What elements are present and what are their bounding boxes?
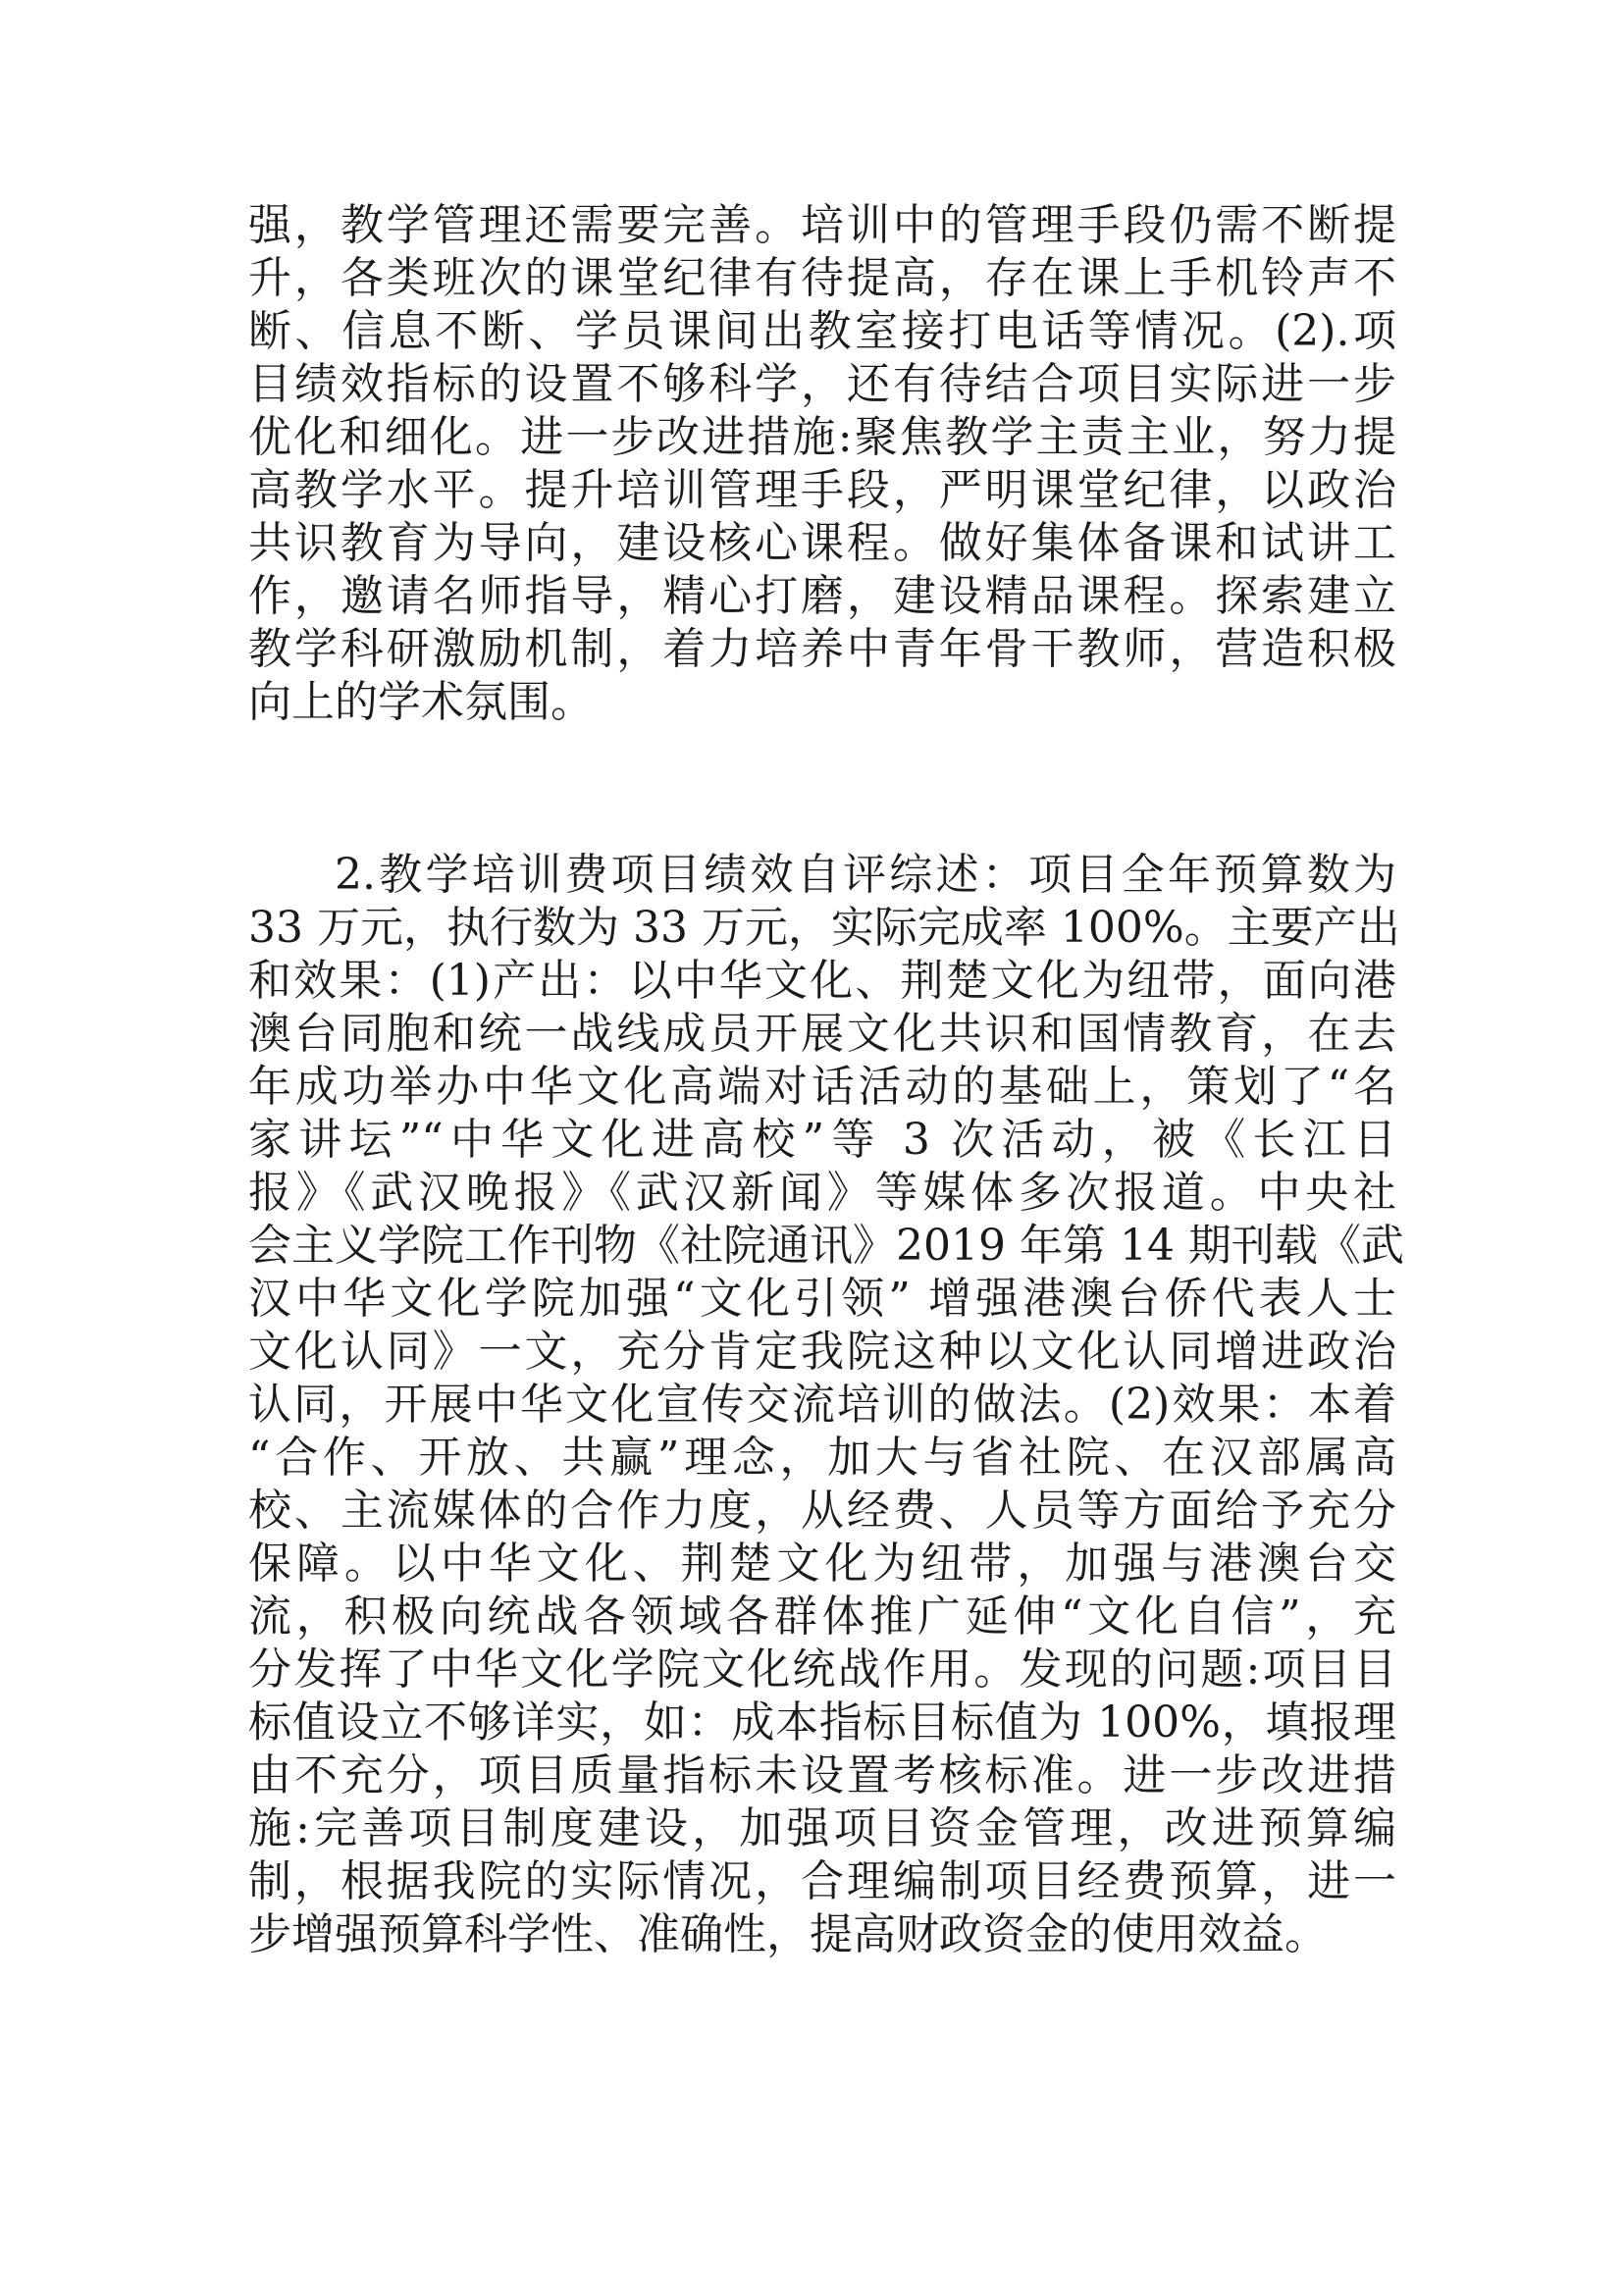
paragraph-line: 断、信息不断、学员课间出教室接打电话等情况。(2).项 bbox=[248, 306, 1396, 356]
paragraph-teaching-training-fee bbox=[248, 849, 1404, 1961]
paragraph-line: 会主义学院工作刊物《社院通讯》2019 年第 14 期刊载《武 bbox=[248, 1221, 1404, 1271]
paragraph-line: 优化和细化。进一步改进措施:聚焦教学主责主业，努力提 bbox=[248, 412, 1396, 462]
paragraph-line: 标值设立不够详实，如：成本指标目标值为 100%，填报理 bbox=[248, 1697, 1396, 1747]
paragraph-line: 澳台同胞和统一战线成员开展文化共识和国情教育，在去 bbox=[248, 1009, 1396, 1059]
paragraph-line: 步增强预算科学性、准确性，提高财政资金的使用效益。 bbox=[248, 1909, 1328, 1959]
paragraph-line: 向上的学术氛围。 bbox=[248, 677, 594, 727]
paragraph-line: 分发挥了中华文化学院文化统战作用。发现的问题:项目目 bbox=[248, 1644, 1396, 1695]
paragraph-line: 升，各类班次的课堂纪律有待提高，存在课上手机铃声不 bbox=[248, 253, 1396, 303]
paragraph-line: 高教学水平。提升培训管理手段，严明课堂纪律，以政治 bbox=[248, 465, 1396, 515]
paragraph-line: 共识教育为导向，建设核心课程。做好集体备课和试讲工 bbox=[248, 518, 1396, 568]
paragraph-line: 2.教学培训费项目绩效自评综述：项目全年预算数为 bbox=[335, 850, 1396, 900]
paragraph-line: 由不充分，项目质量指标未设置考核标准。进一步改进措 bbox=[248, 1750, 1396, 1800]
paragraph-line: 校、主流媒体的合作力度，从经费、人员等方面给予充分 bbox=[248, 1486, 1396, 1536]
paragraph-line: 施:完善项目制度建设，加强项目资金管理，改进预算编 bbox=[248, 1803, 1396, 1853]
paragraph-line: 制，根据我院的实际情况，合理编制项目经费预算，进一 bbox=[248, 1856, 1396, 1906]
paragraph-line: 家讲坛”“中华文化进高校”等 3 次活动，被《长江日 bbox=[248, 1115, 1396, 1165]
paragraph-line: 汉中华文化学院加强“文化引领” 增强港澳台侨代表人士 bbox=[248, 1274, 1396, 1324]
paragraph-line: 作，邀请名师指导，精心打磨，建设精品课程。探索建立 bbox=[248, 571, 1396, 621]
paragraph-line: 和效果：(1)产出：以中华文化、荆楚文化为纽带，面向港 bbox=[248, 956, 1396, 1006]
paragraph-line: 强，教学管理还需要完善。培训中的管理手段仍需不断提 bbox=[248, 200, 1396, 250]
paragraph-line: “合作、开放、共赢”理念，加大与省社院、在汉部属高 bbox=[248, 1433, 1396, 1483]
paragraph-line: 报》《武汉晚报》《武汉新闻》等媒体多次报道。中央社 bbox=[248, 1168, 1396, 1218]
paragraph-line: 年成功举办中华文化高端对话活动的基础上，策划了“名 bbox=[248, 1062, 1396, 1112]
paragraph-line: 认同，开展中华文化宣传交流培训的做法。(2)效果：本着 bbox=[248, 1380, 1396, 1430]
paragraph-continued bbox=[248, 199, 1396, 729]
paragraph-line: 流，积极向统战各领域各群体推广延伸“文化自信”，充 bbox=[248, 1591, 1396, 1642]
paragraph-line: 33 万元，执行数为 33 万元，实际完成率 100%。主要产出 bbox=[248, 903, 1400, 953]
paragraph-line: 目绩效指标的设置不够科学，还有待结合项目实际进一步 bbox=[248, 359, 1396, 409]
paragraph-line: 教学科研激励机制，着力培养中青年骨干教师，营造积极 bbox=[248, 624, 1396, 674]
paragraph-line: 文化认同》一文，充分肯定我院这种以文化认同增进政治 bbox=[248, 1327, 1396, 1377]
paragraph-line: 保障。以中华文化、荆楚文化为纽带，加强与港澳台交 bbox=[248, 1539, 1396, 1589]
